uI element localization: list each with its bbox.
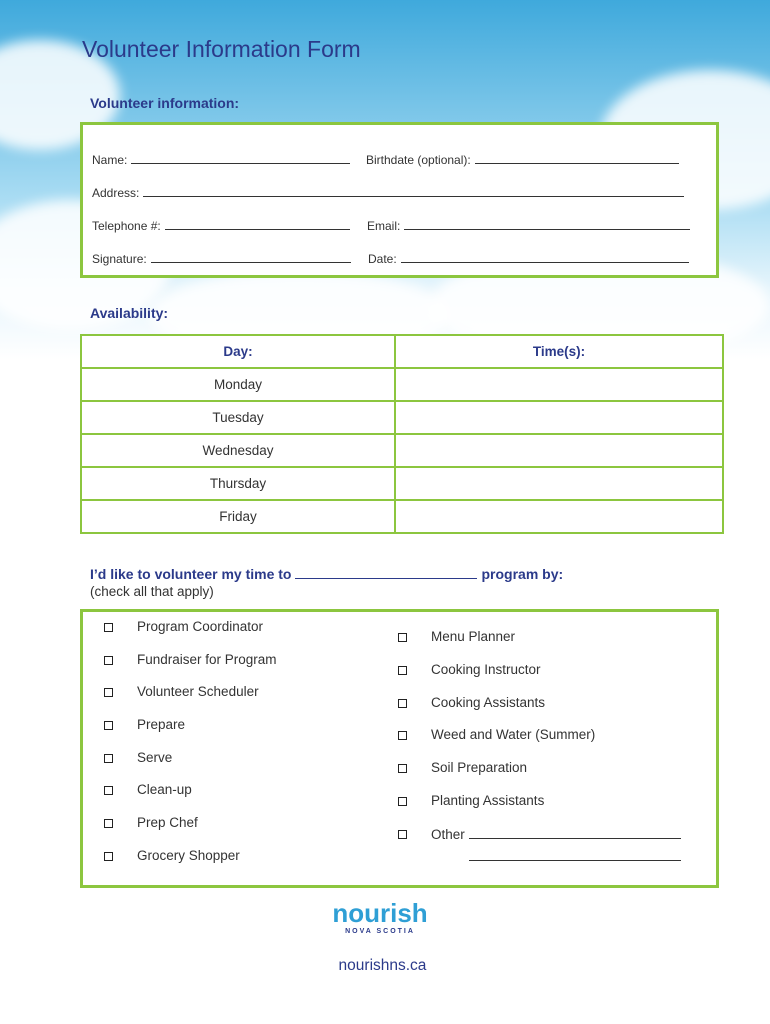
table-row (81, 368, 723, 401)
checkbox[interactable] (104, 754, 113, 763)
address-field[interactable] (92, 185, 684, 200)
time-cell[interactable] (395, 500, 723, 533)
option-cooking-instructor: Cooking Instructor (431, 662, 541, 677)
checkbox[interactable] (104, 656, 113, 665)
checkbox[interactable] (398, 731, 407, 740)
day-cell: Monday (81, 368, 395, 401)
time-cell[interactable] (395, 368, 723, 401)
birthdate-field[interactable] (366, 152, 679, 167)
table-row (81, 434, 723, 467)
birthdate-label: Birthdate (optional): (366, 153, 471, 167)
signature-field[interactable] (92, 251, 351, 266)
checkbox[interactable] (104, 721, 113, 730)
availability-table (80, 334, 724, 534)
program-subtitle: (check all that apply) (90, 584, 214, 599)
checkbox[interactable] (398, 764, 407, 773)
telephone-label: Telephone #: (92, 219, 161, 233)
birthdate-input-line[interactable] (475, 152, 679, 164)
signature-input-line[interactable] (151, 251, 351, 263)
option-volunteer-scheduler: Volunteer Scheduler (137, 684, 259, 699)
time-cell[interactable] (395, 434, 723, 467)
option-cooking-assistants: Cooking Assistants (431, 695, 546, 710)
telephone-input-line[interactable] (165, 218, 350, 230)
day-cell: Friday (81, 500, 395, 533)
other-second-line[interactable] (469, 848, 681, 864)
checkbox[interactable] (398, 633, 407, 642)
checkbox[interactable] (398, 830, 407, 839)
option-prepare: Prepare (137, 717, 186, 732)
option-clean-up: Clean-up (137, 782, 192, 797)
checkbox[interactable] (398, 699, 407, 708)
time-cell[interactable] (395, 401, 723, 434)
option-program-coordinator: Program Coordinator (137, 619, 264, 634)
option-menu-planner: Menu Planner (431, 629, 516, 644)
option-weed-and-water: Weed and Water (Summer) (431, 727, 596, 742)
option-prep-chef: Prep Chef (137, 815, 198, 830)
times-column-header: Time(s): (395, 335, 723, 368)
volunteer-info-heading: Volunteer information: (90, 95, 240, 111)
name-input-line[interactable] (131, 152, 350, 164)
program-options-box (80, 609, 719, 888)
day-cell: Thursday (81, 467, 395, 500)
email-label: Email: (367, 219, 401, 233)
program-statement (90, 566, 563, 582)
other-input-line-2[interactable] (469, 848, 681, 861)
address-input-line[interactable] (143, 185, 684, 197)
checkbox[interactable] (398, 666, 407, 675)
day-cell: Tuesday (81, 401, 395, 434)
option-soil-preparation: Soil Preparation (431, 760, 528, 775)
date-field[interactable] (368, 251, 689, 266)
name-field[interactable] (92, 152, 350, 167)
day-column-header: Day: (81, 335, 395, 368)
date-label: Date: (368, 252, 397, 266)
checkbox[interactable] (104, 623, 113, 632)
email-field[interactable] (367, 218, 690, 233)
option-fundraiser: Fundraiser for Program (137, 652, 277, 667)
checkbox[interactable] (104, 786, 113, 795)
logo-wordmark: nourish (332, 898, 428, 928)
table-row (81, 467, 723, 500)
option-other (431, 826, 681, 842)
program-statement-start: I’d like to volunteer my time to (90, 566, 292, 582)
email-input-line[interactable] (404, 218, 690, 230)
date-input-line[interactable] (401, 251, 689, 263)
option-other-label: Other (431, 827, 465, 842)
availability-heading: Availability: (90, 305, 169, 321)
day-cell: Wednesday (81, 434, 395, 467)
form-title: Volunteer Information Form (82, 36, 361, 62)
table-header-row (81, 335, 723, 368)
option-serve: Serve (137, 750, 173, 765)
program-statement-end: program by: (481, 566, 564, 582)
logo-subtitle: NOVA SCOTIA (345, 928, 415, 935)
option-grocery-shopper: Grocery Shopper (137, 848, 240, 863)
nourish-logo (330, 900, 430, 935)
table-row (81, 500, 723, 533)
program-name-blank[interactable] (295, 566, 477, 579)
volunteer-info-box (80, 122, 719, 278)
signature-label: Signature: (92, 252, 147, 266)
checkbox[interactable] (104, 688, 113, 697)
checkbox[interactable] (398, 797, 407, 806)
address-label: Address: (92, 186, 140, 200)
table-row (81, 401, 723, 434)
checkbox[interactable] (104, 852, 113, 861)
other-input-line[interactable] (469, 826, 681, 839)
time-cell[interactable] (395, 467, 723, 500)
name-label: Name: (92, 153, 128, 167)
telephone-field[interactable] (92, 218, 350, 233)
checkbox[interactable] (104, 819, 113, 828)
website-link[interactable]: nourishns.ca (338, 957, 427, 974)
option-planting-assistants: Planting Assistants (431, 793, 545, 808)
